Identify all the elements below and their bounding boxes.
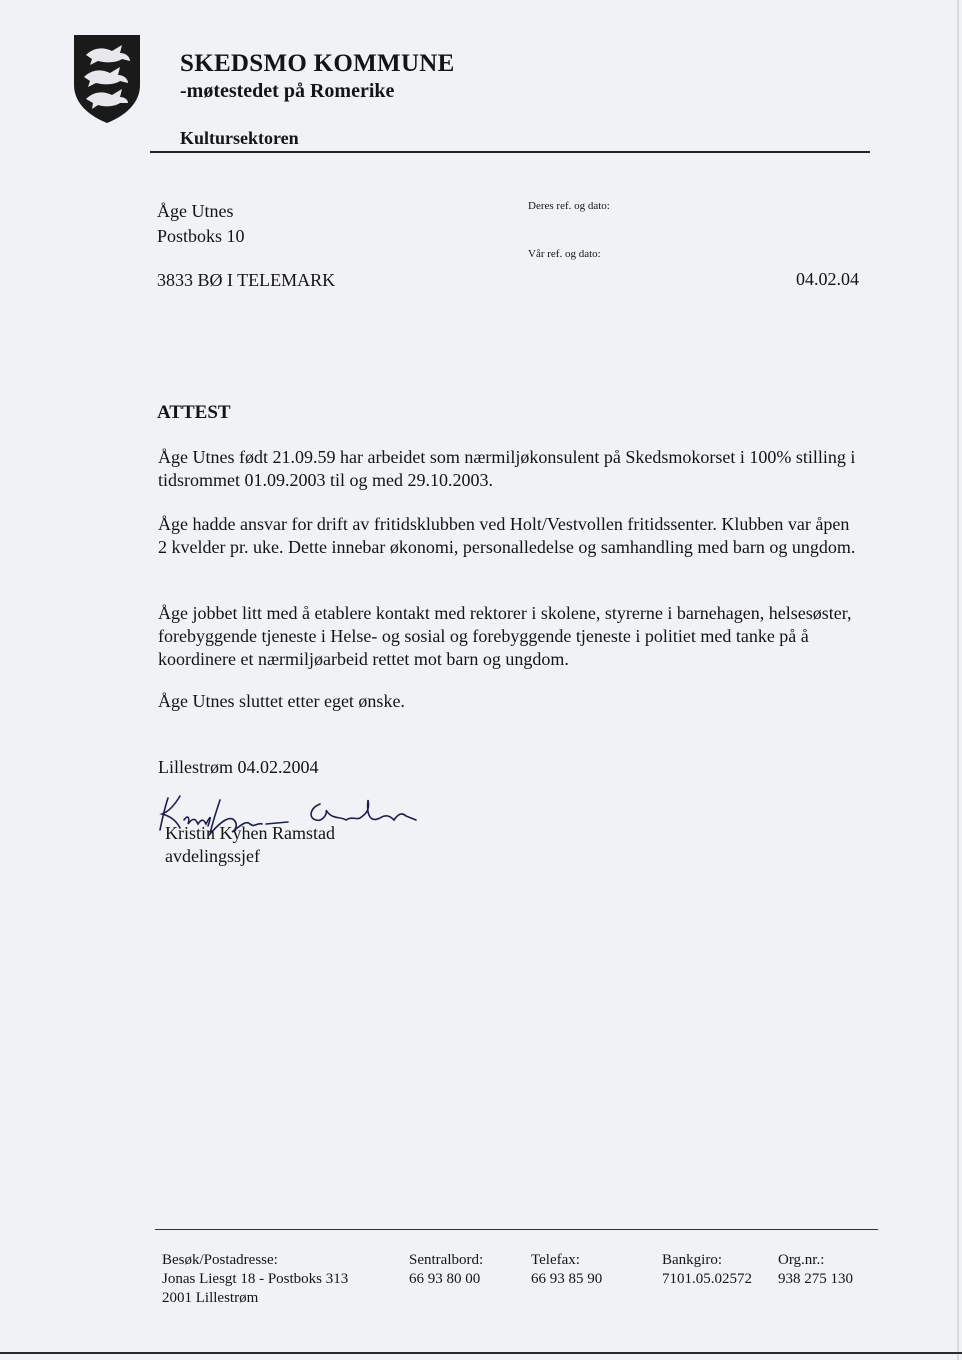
footer-switchboard-label: Sentralbord: bbox=[409, 1252, 484, 1268]
their-ref-label: Deres ref. og dato: bbox=[528, 200, 610, 212]
footer-address-line: Jonas Liesgt 18 - Postboks 313 bbox=[162, 1271, 349, 1287]
footer-org-label: Org.nr.: bbox=[778, 1252, 825, 1268]
signer-block bbox=[165, 822, 335, 868]
body-paragraph: Åge Utnes sluttet etter eget ønske. bbox=[158, 691, 405, 711]
footer-switchboard-value: 66 93 80 00 bbox=[409, 1271, 481, 1287]
footer-divider bbox=[155, 1229, 878, 1230]
footer-address bbox=[162, 1251, 348, 1308]
recipient-street: Postboks 10 bbox=[157, 226, 245, 246]
sector-name: Kultursektoren bbox=[180, 128, 299, 148]
footer-fax bbox=[531, 1251, 602, 1289]
our-ref-label: Vår ref. og dato: bbox=[528, 248, 601, 260]
scan-edge bbox=[957, 0, 959, 1360]
body-paragraph: Åge hadde ansvar for drift av fritidsklubben ved Holt/Vestvollen fritidssenter. Klubben var åpen 2 kvelder pr. uke. Dette innebar økonomi, personalledelse og samhandling med barn og ungdom. bbox=[158, 514, 856, 557]
footer-address-line: 2001 Lillestrøm bbox=[162, 1290, 259, 1306]
body-paragraph: Åge Utnes født 21.09.59 har arbeidet som nærmiljøkonsulent på Skedsmokorset i 100% stilling i tidsrommet 01.09.2003 til og med 29.10.2003. bbox=[158, 447, 856, 490]
footer-fax-label: Telefax: bbox=[531, 1252, 580, 1268]
crest-icon bbox=[72, 33, 142, 125]
org-subtitle: -møtestedet på Romerike bbox=[180, 80, 395, 102]
footer-switchboard bbox=[409, 1251, 483, 1289]
signer-title: avdelingssjef bbox=[165, 846, 260, 866]
org-name: SKEDSMO KOMMUNE bbox=[180, 50, 455, 77]
footer-fax-value: 66 93 85 90 bbox=[531, 1271, 603, 1287]
letter-subject: ATTEST bbox=[157, 402, 231, 423]
footer-bank bbox=[662, 1251, 752, 1289]
place-and-date: Lillestrøm 04.02.2004 bbox=[158, 757, 319, 777]
footer-address-label: Besøk/Postadresse: bbox=[162, 1252, 278, 1268]
footer-bank-value: 7101.05.02572 bbox=[662, 1271, 752, 1287]
footer-org-value: 938 275 130 bbox=[778, 1271, 853, 1287]
scan-edge-bottom bbox=[0, 1352, 962, 1354]
body-paragraph: Åge jobbet litt med å etablere kontakt med rektorer i skolene, styrerne i barnehagen, helsesøster, forebyggende tjeneste i Helse- og sosial og forebyggende tjeneste i politiet med tanke på å koordinere et nærmiljøarbeid rettet mot barn og ungdom. bbox=[158, 603, 852, 669]
footer-org bbox=[778, 1251, 853, 1289]
recipient-name: Åge Utnes bbox=[157, 201, 234, 221]
header-divider bbox=[150, 151, 870, 153]
signer-name: Kristin Kyhen Ramstad bbox=[165, 823, 335, 843]
letter-date: 04.02.04 bbox=[796, 269, 859, 289]
footer-bank-label: Bankgiro: bbox=[662, 1252, 722, 1268]
recipient-address bbox=[157, 199, 335, 293]
recipient-postal: 3833 BØ I TELEMARK bbox=[157, 270, 336, 290]
